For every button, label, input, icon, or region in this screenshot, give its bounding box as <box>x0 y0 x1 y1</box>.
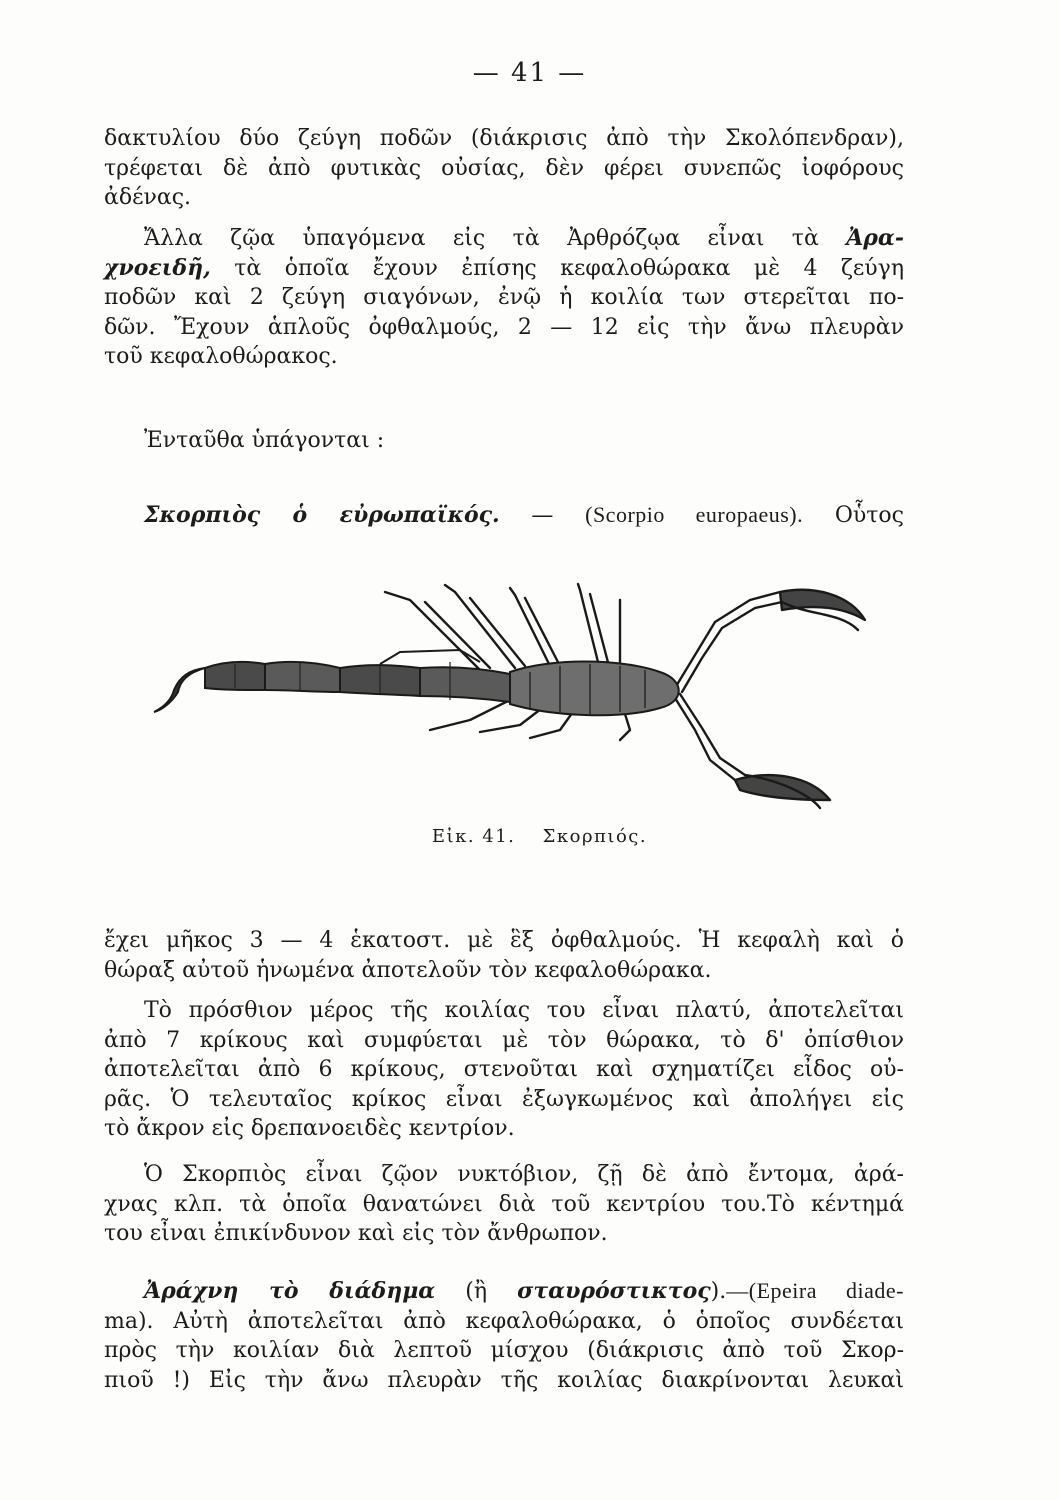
scorpion-name: Σκορπιὸς ὁ εὐρωπαϊκός. <box>144 502 500 528</box>
text-line: ἔχει μῆκος 3 — 4 ἑκατοστ. μὲ ἓξ ὀφθαλμούς. Ἡ κεφαλὴ καὶ ὁ <box>104 928 904 953</box>
heading-dash: — <box>499 503 586 528</box>
scorpion-latin-name: (Scorpio europaeus). <box>585 502 804 527</box>
arachnid-line2-text: τὰ ὁποῖα ἔχουν ἐπίσης κεφαλοθώρακα μὲ 4 ζεύγη <box>210 255 904 281</box>
night-paragraph <box>104 1160 904 1249</box>
text-line: πιοῦ !) Εἰς τὴν ἄνω πλευρὰν τῆς κοιλίας διακρίνονται λευκαὶ <box>104 1367 904 1393</box>
scorpion-illustration-icon <box>150 580 875 820</box>
text-line: Ὁ Σκορπιὸς εἶναι ζῷον νυκτόβιον, ζῇ δὲ ἀπὸ ἔντομα, ἀρά- <box>144 1162 904 1187</box>
text-line: του εἶναι ἐπικίνδυνον καὶ εἰς τὸν ἄνθρωπον. <box>104 1221 608 1246</box>
figure-number: Εἰκ. 41. <box>431 826 516 847</box>
text-line <box>104 254 904 284</box>
scorpion-paragraph <box>104 926 904 985</box>
text-line: ἀποτελεῖται ἀπὸ 6 κρίκους, στενοῦται καὶ σχηματίζει εἶδος οὐ- <box>104 1057 904 1082</box>
text-line: Ἐνταῦθα ὑπάγονται : <box>144 428 385 453</box>
arachnid-term: Ἀρα- <box>846 225 904 251</box>
text-line <box>104 1276 904 1307</box>
text-line: χνας κλπ. τὰ ὁποῖα θανατώνει διὰ τοῦ κεντρίου του.Τὸ κέντημά <box>104 1191 904 1217</box>
spider-name: Ἀράχνη τὸ διάδημα <box>144 1278 436 1304</box>
arachnid-term-cont: χνοειδῆ, <box>104 254 211 281</box>
spider-alt-name: σταυρόστικτος <box>517 1278 711 1304</box>
intro-line <box>104 426 904 456</box>
text-line: τοῦ κεφαλοθώρακος. <box>104 344 338 369</box>
spider-paragraph <box>104 1276 904 1395</box>
text-line: θώραξ αὐτοῦ ἡνωμένα ἀποτελοῦν τὸν κεφαλοθώρακα. <box>104 957 712 983</box>
top-paragraph <box>104 124 904 213</box>
text-line: ρᾶς. Ὁ τελευταῖος κρίκος εἶναι ἐξωγκωμένος καὶ ἀπολήγει εἰς <box>104 1086 904 1112</box>
spider-latin-name: —(Epeira diade- <box>726 1278 905 1303</box>
text-line: ma). Αὐτὴ ἀποτελεῖται ἀπὸ κεφαλοθώρακα, ὁ ὁποῖος συνδέεται <box>104 1308 904 1334</box>
text-line: Τὸ πρόσθιον μέρος τῆς κοιλίας του εἶναι πλατύ, ἀποτελεῖται <box>144 998 904 1023</box>
paren-open: (ἢ <box>435 1279 518 1304</box>
paren-close: ). <box>710 1279 727 1304</box>
text-line: ἀπὸ 7 κρίκους καὶ συμφύεται μὲ τὸν θώρακα, τὸ δ' ὀπίσθιον <box>104 1027 904 1053</box>
text-line: δακτυλίου δύο ζεύγη ποδῶν (διάκρισις ἀπὸ τὴν Σκολόπενδραν), <box>104 126 904 151</box>
arachnid-paragraph <box>104 224 904 372</box>
text-line: τρέφεται δὲ ἀπὸ φυτικὰς οὐσίας, δὲν φέρει συνεπῶς ἰοφόρους <box>104 155 904 181</box>
arachnid-intro-text: Ἄλλα ζῷα ὑπαγόμενα εἰς τὰ Ἀρθρόζῳα εἶναι τὰ <box>144 226 847 251</box>
scorpion-heading <box>104 500 904 531</box>
figure-caption <box>0 826 1059 847</box>
text-line: πρὸς τὴν κοιλίαν διὰ λεπτοῦ μίσχου (διάκρισις ἀπὸ τοῦ Σκορ- <box>104 1338 904 1363</box>
page-number: — 41 — <box>472 58 587 88</box>
text-line <box>104 500 904 531</box>
figure-caption-text: Σκορπιός. <box>542 826 648 847</box>
text-line <box>104 224 904 254</box>
text-line: ἀδένας. <box>104 185 192 210</box>
text-line: τὸ ἄκρον εἰς δρεπανοειδὲς κεντρίον. <box>104 1116 515 1141</box>
heading-continuation: Οὗτος <box>803 503 904 528</box>
text-line: ποδῶν καὶ 2 ζεύγη σιαγόνων, ἐνῷ ἡ κοιλία των στερεῖται πο- <box>104 285 904 310</box>
body-paragraph <box>104 996 904 1144</box>
text-line: δῶν. Ἔχουν ἁπλοῦς ὀφθαλμούς, 2 — 12 εἰς τὴν ἄνω πλευρὰν <box>104 314 904 340</box>
